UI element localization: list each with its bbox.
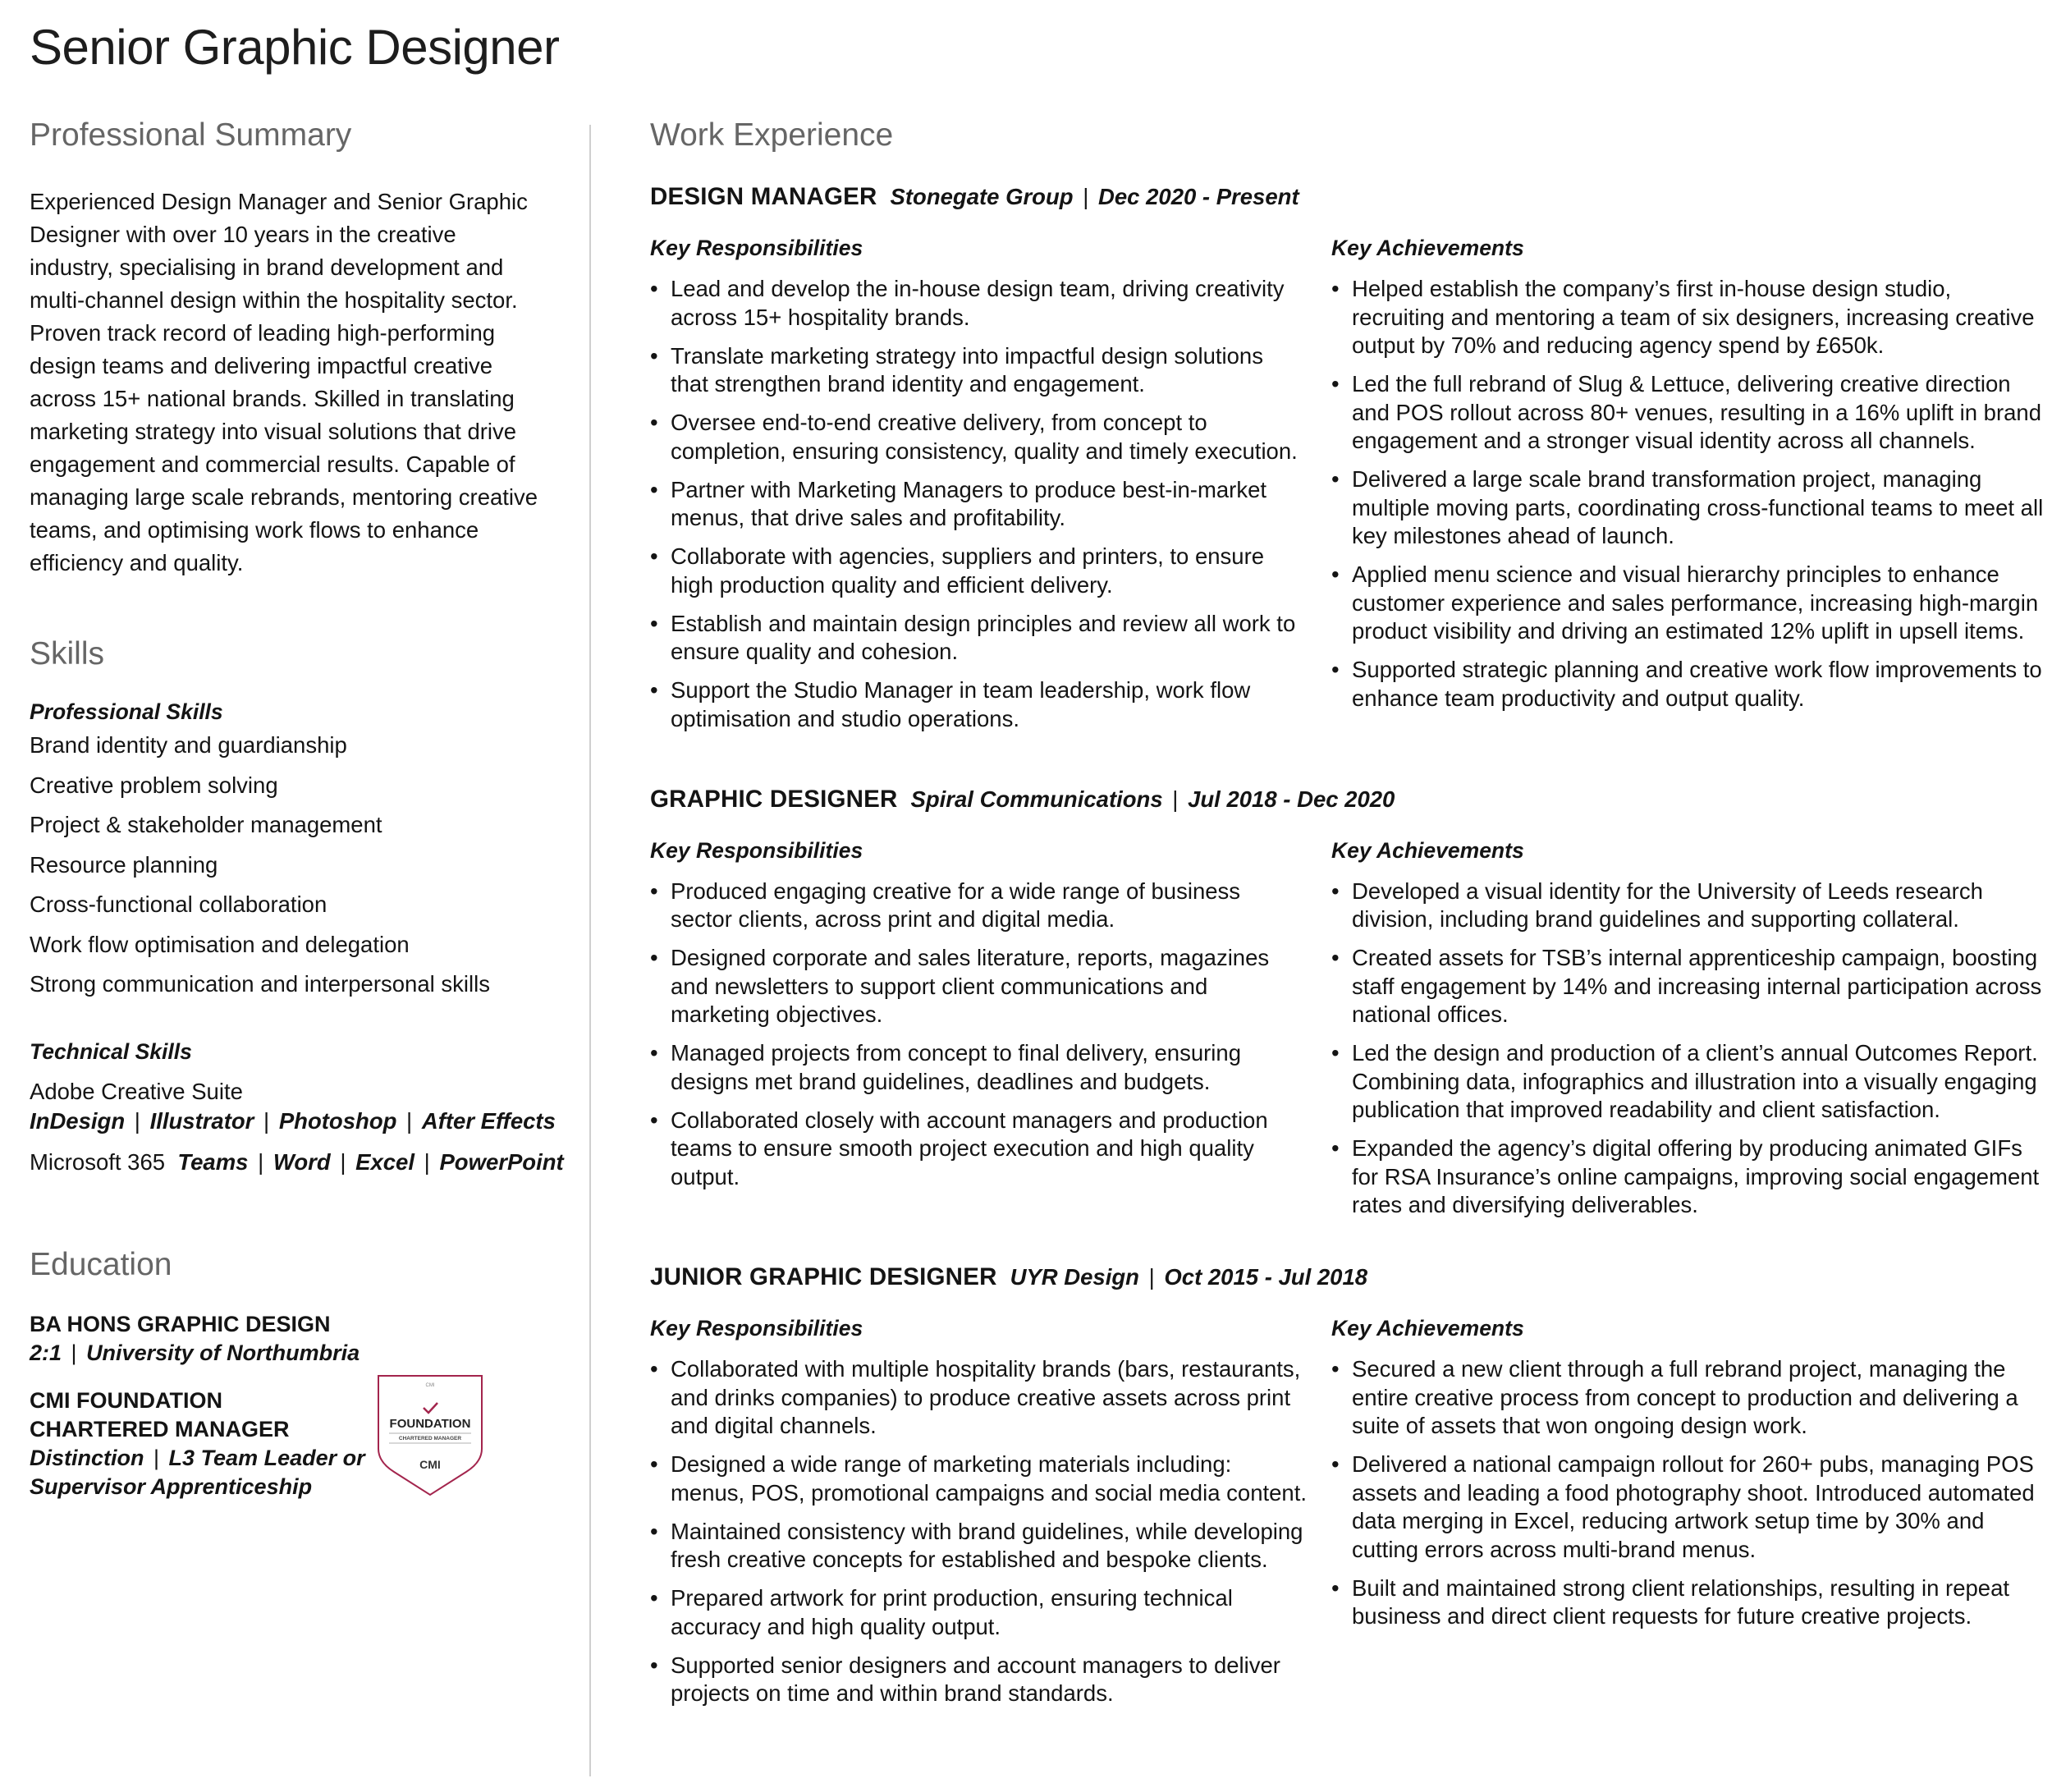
job-title-row: JUNIOR GRAPHIC DESIGNER UYR Design | Oct 2015 - Jul 2018 [650, 1263, 1368, 1290]
page-title: Senior Graphic Designer [30, 20, 560, 75]
list-item: • Delivered a large scale brand transformation project, managing multiple moving parts, coordinating cross-functional teams to meet all key milestones ahead of launch. [1331, 465, 2045, 551]
list-item: • Designed a wide range of marketing materials including: menus, POS, promotional campaigns and social media content. [650, 1451, 1307, 1507]
adobe-app: Photoshop [278, 1107, 397, 1134]
degree-detail: 2:1 | University of Northumbria [30, 1340, 360, 1365]
degree-title: BA HONS GRAPHIC DESIGN [30, 1311, 331, 1336]
skill-item: Strong communication and interpersonal skills [30, 971, 490, 997]
responsibilities-heading: Key Responsibilities [650, 1316, 863, 1341]
job-entry [650, 1261, 2045, 1718]
job-columns [650, 1314, 2045, 1718]
achievements-heading: Key Achievements [1331, 1316, 1524, 1341]
list-item: • Collaborate with agencies, suppliers and printers, to ensure high production quality and efficient delivery. [650, 543, 1307, 599]
education-degree [30, 1310, 571, 1368]
job-title: GRAPHIC DESIGNER [650, 785, 898, 813]
education-cmi [30, 1382, 571, 1501]
list-item: • Expanded the agency’s digital offering by producing animated GIFs for RSA Insurance’s online campaigns, improving social engagement rates and diversifying deliverables. [1331, 1134, 2045, 1220]
job-title-row: DESIGN MANAGER Stonegate Group | Dec 2020 - Present [650, 183, 1299, 210]
column-divider [589, 125, 591, 1776]
list-item: • Applied menu science and visual hierarchy principles to enhance customer experience and sales performance, increasing high-margin product visibility and driving an estimated 12% uplift in upsell items. [1331, 561, 2045, 646]
microsoft-app: Word [273, 1148, 331, 1175]
list-item: • Partner with Marketing Managers to produce best-in-market menus, that drive sales and profitability. [650, 476, 1307, 533]
technical-skills-heading: Technical Skills [30, 1038, 192, 1064]
job-company: UYR Design [1010, 1264, 1139, 1290]
list-item: • Prepared artwork for print production, ensuring technical accuracy and high quality output. [650, 1584, 1307, 1641]
job-title: JUNIOR GRAPHIC DESIGNER [650, 1263, 997, 1290]
achievements-column [1331, 234, 2045, 744]
microsoft-app: Teams [177, 1148, 249, 1175]
badge-main-text: FOUNDATION [389, 1416, 471, 1431]
badge-logo-text: CMI [419, 1457, 441, 1471]
responsibilities-heading: Key Responsibilities [650, 837, 863, 863]
job-dates: Dec 2020 - Present [1098, 184, 1299, 209]
summary-text: Experienced Design Manager and Senior Graphic Designer with over 10 years in the creative industry, specialising in brand development and multi-channel design within the hospitality sector. Proven track record of leading high-performing design teams and delivering impactful creative across 15+ national brands. Skilled in translating marketing strategy into visual solutions that drive engagement and commercial results. Capable of managing large scale rebrands, mentoring creative teams, and optimising work flows to enhance efficiency and quality. [30, 189, 538, 575]
list-item: • Developed a visual identity for the University of Leeds research division, including brand guidelines and supporting collateral. [1331, 878, 2045, 934]
professional-skills-list [30, 726, 571, 1005]
skill-item: Creative problem solving [30, 772, 278, 798]
job-entry [650, 783, 2045, 1231]
list-item: • Establish and maintain design principles and review all work to ensure quality and cohesion. [650, 610, 1307, 667]
achievements-column [1331, 836, 2045, 1231]
cmi-title-line2: CHARTERED MANAGER [30, 1416, 290, 1441]
microsoft-line: Microsoft 365 Teams | Word | Excel | PowerPoint [30, 1148, 564, 1175]
list-item: • Lead and develop the in-house design team, driving creativity across 15+ hospitality brands. [650, 275, 1307, 332]
list-item: • Led the full rebrand of Slug & Lettuce, delivering creative direction and POS rollout across 80+ venues, resulting in a 16% uplift in brand engagement and a stronger visual identity across all channels. [1331, 370, 2045, 456]
skill-item: Project & stakeholder management [30, 812, 382, 837]
job-entry [650, 181, 2045, 744]
responsibilities-heading: Key Responsibilities [650, 236, 863, 260]
list-item: • Supported senior designers and account managers to deliver projects on time and within brand standards. [650, 1652, 1307, 1708]
skill-item: Cross-functional collaboration [30, 891, 327, 917]
list-item: • Delivered a national campaign rollout for 260+ pubs, managing POS assets and leading a food photography shoot. Introduced automated data merging in Excel, reducing artwork setup time by 30% and cutting errors across multi-brand menus. [1331, 1451, 2045, 1564]
badge-top-text: CMI [425, 1382, 435, 1388]
list-item: • Designed corporate and sales literature, reports, magazines and newsletters to support client communications and marketing objectives. [650, 944, 1307, 1029]
list-item: • Support the Studio Manager in team leadership, work flow optimisation and studio operations. [650, 676, 1307, 733]
summary-heading: Professional Summary [30, 117, 352, 153]
adobe-app: InDesign [30, 1107, 126, 1134]
adobe-app: After Effects [421, 1107, 556, 1134]
responsibilities-column [650, 234, 1331, 744]
job-dates: Jul 2018 - Dec 2020 [1188, 786, 1395, 812]
achievements-list [1331, 878, 2045, 1220]
list-item: • Oversee end-to-end creative delivery, from concept to completion, ensuring consistency, quality and timely execution. [650, 409, 1307, 465]
responsibilities-list [650, 878, 1307, 1192]
list-item: • Collaborated closely with account managers and production teams to ensure smooth project execution and high quality output. [650, 1107, 1307, 1192]
list-item: • Produced engaging creative for a wide range of business sector clients, across print and digital media. [650, 878, 1307, 934]
job-columns [650, 836, 2045, 1231]
skill-item: Brand identity and guardianship [30, 732, 347, 758]
adobe-apps: InDesign | Illustrator | Photoshop | After Effects [30, 1107, 556, 1134]
responsibilities-list [650, 1355, 1307, 1708]
experience-heading: Work Experience [650, 117, 894, 153]
list-item: • Supported strategic planning and creative work flow improvements to enhance team productivity and output quality. [1331, 656, 2045, 713]
list-item: • Helped establish the company’s first in-house design studio, recruiting and mentoring a team of six designers, increasing creative output by 70% and reducing agency spend by £650k. [1331, 275, 2045, 360]
job-dates: Oct 2015 - Jul 2018 [1164, 1264, 1368, 1290]
skill-item: Work flow optimisation and delegation [30, 931, 410, 957]
microsoft-app: PowerPoint [439, 1148, 564, 1175]
job-title-row: GRAPHIC DESIGNER Spiral Communications | Jul 2018 - Dec 2020 [650, 785, 1395, 813]
responsibilities-column [650, 836, 1331, 1231]
professional-skills-heading: Professional Skills [30, 699, 223, 724]
list-item: • Created assets for TSB’s internal apprenticeship campaign, boosting staff engagement by 14% and increasing internal participation across national offices. [1331, 944, 2045, 1029]
list-item: • Secured a new client through a full rebrand project, managing the entire creative process from concept to production and delivering a suite of assets that won ongoing design work. [1331, 1355, 2045, 1441]
microsoft-app: Excel [355, 1148, 415, 1175]
skill-item: Resource planning [30, 851, 218, 878]
list-item: • Managed projects from concept to final delivery, ensuring designs met brand guidelines, deadlines and budgets. [650, 1039, 1307, 1096]
degree-grade: 2:1 [30, 1340, 62, 1365]
skills-heading: Skills [30, 636, 105, 671]
adobe-app: Illustrator [149, 1107, 254, 1134]
responsibilities-column [650, 1314, 1331, 1718]
right-column [650, 115, 2045, 1718]
microsoft-label: Microsoft 365 [30, 1148, 166, 1175]
achievements-list [1331, 275, 2045, 713]
responsibilities-list [650, 275, 1307, 733]
list-item: • Translate marketing strategy into impactful design solutions that strengthen brand identity and engagement. [650, 342, 1307, 399]
achievements-heading: Key Achievements [1331, 837, 1524, 863]
cmi-title-line1: CMI FOUNDATION [30, 1387, 222, 1413]
degree-school: University of Northumbria [86, 1340, 360, 1365]
education-heading: Education [30, 1246, 172, 1282]
achievements-list [1331, 1355, 2045, 1631]
list-item: • Led the design and production of a client’s annual Outcomes Report. Combining data, infographics and illustration into a visually engaging publication that improved readability and client satisfaction. [1331, 1039, 2045, 1125]
job-title: DESIGN MANAGER [650, 183, 877, 210]
left-column [30, 115, 571, 1501]
badge-sub-text: CHARTERED MANAGER [398, 1435, 462, 1441]
achievements-heading: Key Achievements [1331, 236, 1524, 260]
cmi-detail-line2: Supervisor Apprenticeship [30, 1473, 313, 1499]
cmi-grade: Distinction [30, 1445, 144, 1470]
job-columns [650, 234, 2045, 744]
list-item: • Collaborated with multiple hospitality brands (bars, restaurants, and drinks companies) to produce creative assets across print and digital channels. [650, 1355, 1307, 1441]
job-company: Spiral Communications [910, 786, 1163, 812]
list-item: • Maintained consistency with brand guidelines, while developing fresh creative concepts for established and bespoke clients. [650, 1518, 1307, 1574]
cmi-detail-line1: L3 Team Leader or [168, 1445, 365, 1470]
cmi-detail: Distinction | L3 Team Leader or [30, 1445, 365, 1470]
list-item: • Built and maintained strong client relationships, resulting in repeat business and direct client requests for future creative projects. [1331, 1574, 2045, 1631]
adobe-suite-label: Adobe Creative Suite [30, 1078, 243, 1104]
achievements-column [1331, 1314, 2045, 1718]
job-company: Stonegate Group [890, 184, 1074, 209]
cmi-badge-icon [376, 1373, 484, 1498]
